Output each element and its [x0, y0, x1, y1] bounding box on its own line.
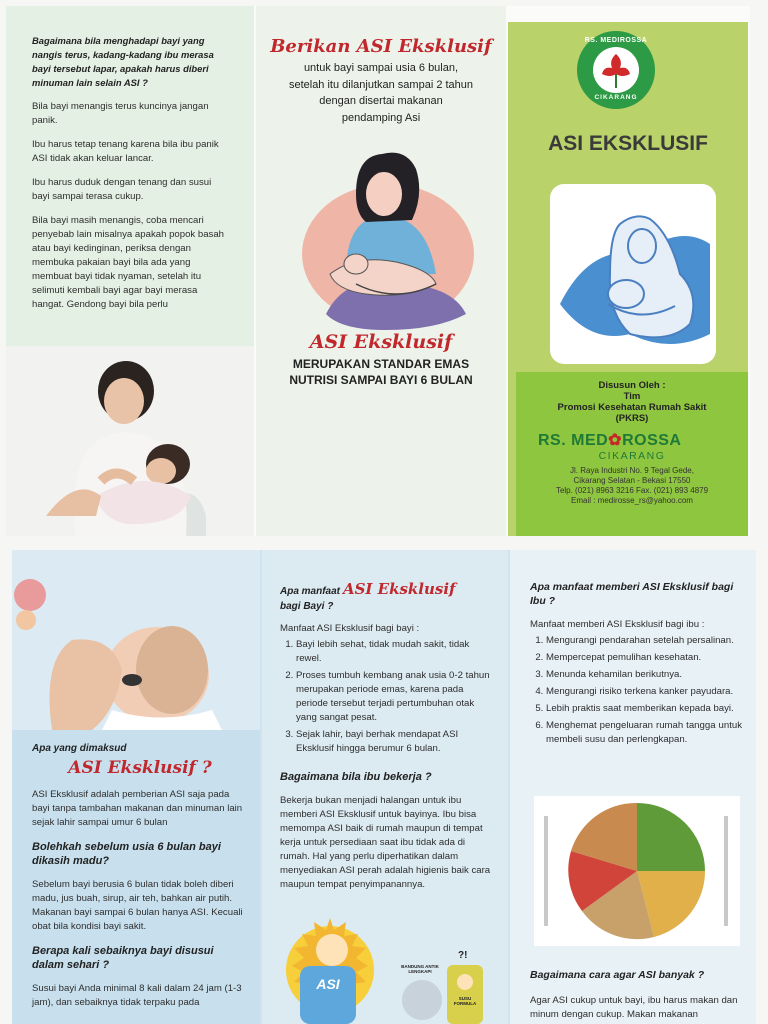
list-item: 5. Lebih praktis saat memberikan kepada bayi.	[546, 702, 742, 716]
list-item: 3. Sejak lahir, bayi berhak mendapat ASI Eksklusif hingga berumur 6 bulan.	[296, 728, 492, 756]
mother-baby-framed-illustration	[550, 184, 716, 364]
increase-milk-question: Bagaimana cara agar ASI banyak ?	[530, 969, 705, 981]
breastmilk-cartoon	[272, 910, 508, 1024]
list-item: 2. Mempercepat pemulihan kesehatan.	[546, 651, 742, 665]
brochure-title: ASI EKSKLUSIF	[548, 132, 708, 155]
list-item: 2. Proses tumbuh kembang anak usia 0-2 tahun merupakan periode emas, karena pada periode tersebut terjadi pertumbuhan otak yang sangat pesat.	[296, 669, 492, 725]
top-left-panel	[6, 6, 254, 536]
brochure-outside	[6, 6, 750, 536]
hospital-name	[538, 430, 738, 450]
team-label: Tim	[623, 391, 641, 402]
baby-benefit-prefix: Apa manfaat	[280, 586, 341, 597]
baby-benefit-question	[280, 582, 492, 614]
compiled-by-label: Disusun Oleh :	[598, 380, 666, 391]
hospital-logo	[576, 30, 656, 110]
gold-standard-line-2: NUTRISI SAMPAI BAYI 6 BULAN	[289, 373, 473, 387]
paragraph: Ibu harus duduk dengan tenang dan susui bayi sampai terasa cukup.	[32, 177, 212, 202]
team-full-name: Promosi Kesehatan Rumah Sakit	[557, 402, 707, 413]
honey-answer: Sebelum bayi berusia 6 bulan tidak boleh diberi madu, jus buah, sirup, air teh, bahkan air putih. Makanan bayi sampai 6 bulan hanya ASI. Kecuali obat bila kondisi bayi sakit.	[32, 879, 243, 932]
paragraph: Bila bayi menangis terus kuncinya jangan panik.	[32, 101, 209, 126]
brochure-inside	[12, 550, 756, 1024]
address-line-2: Cikarang Selatan - Bekasi 17550	[573, 476, 691, 485]
what-is-question-prefix: Apa yang dimaksud	[32, 743, 127, 754]
mother-nursing-illustration	[286, 134, 476, 334]
list-item: 3. Menunda kehamilan berikutnya.	[546, 668, 742, 682]
hospital-city: CIKARANG	[598, 450, 666, 462]
what-is-question-script: ASI Eksklusif ?	[68, 758, 212, 778]
phone-fax: Telp. (021) 8963 3216 Fax. (021) 893 4879	[555, 486, 709, 495]
logo-top-text: RS. MEDIROSSA	[584, 37, 648, 44]
paragraph: Bila bayi masih menangis, coba mencari penyebab lain misalnya apakah popok basah atau bayi kedinginan, periksa dengan membuka pakaian bayi bila ada yang membuat bayi tidak nyaman, setelah itu selimuti kembali bayi agar bayi merasa hangat. Gendong bayi bila perlu	[32, 215, 225, 310]
address-line-1: Jl. Raya Industri No. 9 Tegal Gede,	[570, 466, 694, 475]
list-item: 1. Mengurangi pendarahan setelah persalinan.	[546, 634, 742, 648]
hospital-name-part-1: RS. MED	[538, 432, 609, 449]
bottom-left-panel	[12, 550, 260, 1024]
gold-standard-line-1: MERUPAKAN STANDAR EMAS	[292, 357, 470, 371]
list-item: 6. Menghemat pengeluaran rumah tangga untuk membeli susu dan perlengkapan.	[546, 719, 742, 747]
baby-benefit-script: ASI Eksklusif	[342, 580, 456, 598]
paragraph: Ibu harus tetap tenang karena bila ibu panik ASI tidak akan keluar lancar.	[32, 139, 219, 164]
baby-benefit-intro: Manfaat ASI Eksklusif bagi bayi :	[280, 623, 420, 634]
cartoon-asi-label: ASI	[316, 976, 340, 992]
baby-nursing-photo	[12, 550, 260, 730]
bottom-middle-panel	[262, 550, 508, 1024]
working-mother-question: Bagaimana bila ibu bekerja ?	[280, 771, 432, 783]
crying-baby-question: Bagaimana bila menghadapi bayi yang nangis terus, kadang-kadang ibu merasa bayi tersebut lapar, apakah harus diberi minuman lain selain ASI ?	[32, 35, 214, 88]
hospital-name-part-2: ROSSA	[622, 432, 682, 449]
cartoon-bottle-label-1: BANDUNG ANTIK LENGKAPI	[401, 964, 439, 974]
give-exclusive-breastfeeding-heading: Berikan ASI Eksklusif	[270, 36, 492, 57]
list-item: 1. Bayi lebih sehat, tidak mudah sakit, tidak rewel.	[296, 638, 492, 666]
feeding-frequency-answer: Susui bayi Anda minimal 8 kali dalam 24 jam (1-3 jam), dan sebaiknya tidak terpaku pada	[32, 983, 242, 1008]
mother-benefits-list	[530, 634, 742, 747]
bottom-right-panel	[510, 550, 756, 1024]
list-item: 4. Mengurangi risiko terkena kanker payudara.	[546, 685, 742, 699]
mother-breastfeeding-photo	[6, 346, 254, 536]
heading-subtext: untuk bayi sampai usia 6 bulan, setelah itu dilanjutkan sampai 2 tahun dengan disertai makanan pendamping Asi	[288, 62, 474, 124]
baby-benefits-list	[280, 638, 492, 756]
email-address: Email : medirosse_rs@yahoo.com	[571, 496, 693, 505]
mother-benefit-intro: Manfaat memberi ASI Eksklusif bagi ibu :	[530, 619, 705, 630]
credits-box	[516, 372, 748, 536]
cartoon-exclamation: ?!	[458, 950, 468, 961]
honey-question: Bolehkah sebelum usia 6 bulan bayi dikasih madu?	[32, 841, 221, 867]
top-middle-panel	[256, 6, 506, 536]
balanced-food-plate-image	[534, 796, 740, 946]
feeding-frequency-question: Berapa kali sebaiknya bayi disusui dalam sehari ?	[32, 945, 214, 971]
exclusive-breastfeeding-title: ASI Eksklusif	[309, 331, 453, 353]
cartoon-bottle-label-2: SUSU FORMULA	[453, 996, 477, 1006]
definition-answer: ASI Eksklusif adalah pemberian ASI saja pada bayi tanpa tambahan makanan dan minuman lain sejak lahir sampai umur 6 bulan	[32, 789, 243, 828]
logo-bottom-text: CIKARANG	[594, 94, 638, 101]
working-mother-answer: Bekerja bukan menjadi halangan untuk ibu memberi ASI Eksklusif untuk bayinya. Ibu bisa memompa ASI baik di rumah maupun di tempat kerja untuk persediaan saat ibu tidak ada di rumah. Hal yang perlu diperhatikan dalam menyediakan ASI perah adalah higienis baik cara maupun tempat penyimpanannya.	[280, 795, 491, 890]
rose-icon: ✿	[608, 432, 623, 449]
baby-benefit-suffix: bagi Bayi ?	[280, 601, 334, 612]
mother-benefit-question: Apa manfaat memberi ASI Eksklusif bagi Ibu ?	[530, 581, 734, 607]
team-abbreviation: (PKRS)	[615, 413, 649, 424]
top-right-panel	[508, 22, 748, 536]
increase-milk-answer: Agar ASI cukup untuk bayi, ibu harus makan dan minum dengan cukup. Makan makanan	[530, 995, 738, 1020]
